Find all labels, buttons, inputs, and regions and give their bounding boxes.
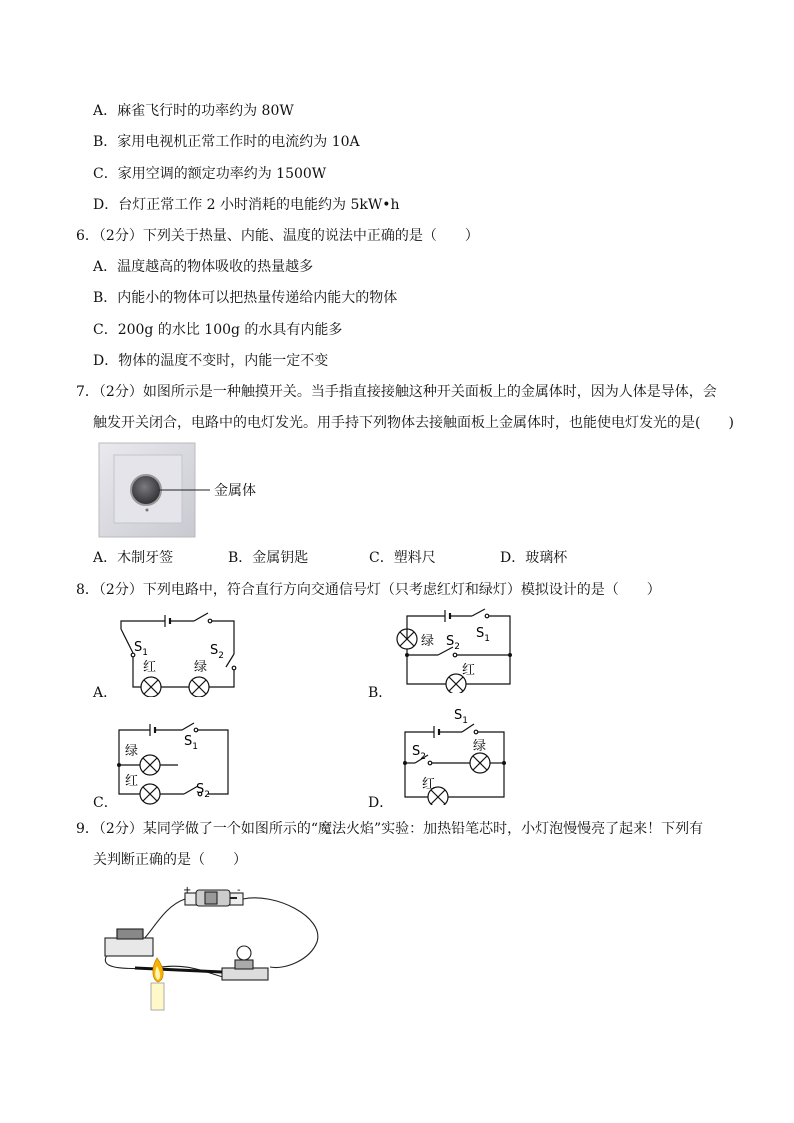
- svg-text:红: 红: [462, 663, 476, 678]
- circuit-a: [110, 607, 250, 697]
- red-lamp-label: 红: [143, 660, 157, 675]
- svg-text:-: -: [237, 885, 241, 896]
- q7-option-c: C．塑料尺: [369, 550, 436, 566]
- svg-text:S2: $S_2$: [412, 744, 426, 762]
- circuit-d: [390, 705, 515, 805]
- green-lamp-label: 绿: [194, 660, 208, 675]
- magic-flame-experiment-figure: [95, 882, 325, 1017]
- circuit-c: [112, 717, 237, 807]
- metal-body-icon: [131, 475, 161, 505]
- q6-option-c: C．200g 的水比 100g 的水具有内能多: [93, 322, 343, 338]
- q6-stem: 6．（2分）下列关于热量、内能、温度的说法中正确的是（ ）: [76, 228, 479, 244]
- q5-option-b: B．家用电视机正常工作时的电流约为 10A: [93, 134, 360, 150]
- svg-text:S2: $S_2$: [196, 782, 210, 800]
- circuit-b: [390, 608, 520, 693]
- svg-text:S2: $S_2$: [210, 643, 224, 661]
- svg-text:绿: 绿: [421, 634, 435, 649]
- svg-text:S1: $S_1$: [184, 734, 198, 752]
- svg-text:S2: $S_2$: [446, 634, 460, 652]
- q7-option-b: B．金属钥匙: [228, 550, 309, 566]
- q8-option-b: B．: [368, 685, 393, 701]
- q8-option-d: D．: [368, 795, 394, 811]
- q6-option-d: D．物体的温度不变时，内能一定不变: [93, 353, 329, 369]
- metal-body-label: 金属体: [214, 483, 256, 499]
- svg-text:S1: $S_1$: [454, 708, 468, 726]
- svg-text:绿: 绿: [125, 744, 139, 759]
- candle-icon: [151, 983, 164, 1010]
- svg-text:S1: $S_1$: [476, 626, 490, 644]
- q5-option-a: A．麻雀飞行时的功率约为 80W: [93, 103, 294, 119]
- q8-option-c: C．: [93, 795, 118, 811]
- q7-option-d: D．玻璃杯: [500, 550, 568, 566]
- q7-option-a: A．木制牙签: [93, 550, 174, 566]
- q8-option-a: A．: [93, 685, 118, 701]
- svg-text:红: 红: [422, 777, 436, 792]
- q6-option-a: A．温度越高的物体吸收的热量越多: [93, 259, 314, 275]
- svg-text:+: +: [183, 885, 192, 896]
- q9-stem-line1: 9．（2分）某同学做了一个如图所示的“魔法火焰”实验：加热铅笔芯时，小灯泡慢慢亮了起来！下列有: [76, 821, 704, 837]
- q6-option-b: B．内能小的物体可以把热量传递给内能大的物体: [93, 290, 398, 306]
- q5-option-c: C．家用空调的额定功率约为 1500W: [93, 166, 327, 182]
- q7-stem-line1: 7．（2分）如图所示是一种触摸开关。当手指直接接触这种开关面板上的金属体时，因为人体是导体，会: [76, 384, 717, 400]
- q8-stem: 8．（2分）下列电路中，符合直行方向交通信号灯（只考虑红灯和绿灯）模拟设计的是（ ）: [76, 582, 661, 598]
- q7-stem-line2: 触发开关闭合，电路中的电灯发光。用手持下列物体去接触面板上金属体时，也能使电灯发光的是( ): [93, 415, 734, 431]
- svg-text:S1: $S_1$: [134, 640, 148, 658]
- q9-stem-line2: 关判断正确的是（ ）: [93, 852, 247, 868]
- q5-option-d: D．台灯正常工作 2 小时消耗的电能约为 5kW•h: [93, 197, 400, 213]
- svg-text:绿: 绿: [473, 739, 487, 754]
- svg-text:红: 红: [125, 774, 139, 789]
